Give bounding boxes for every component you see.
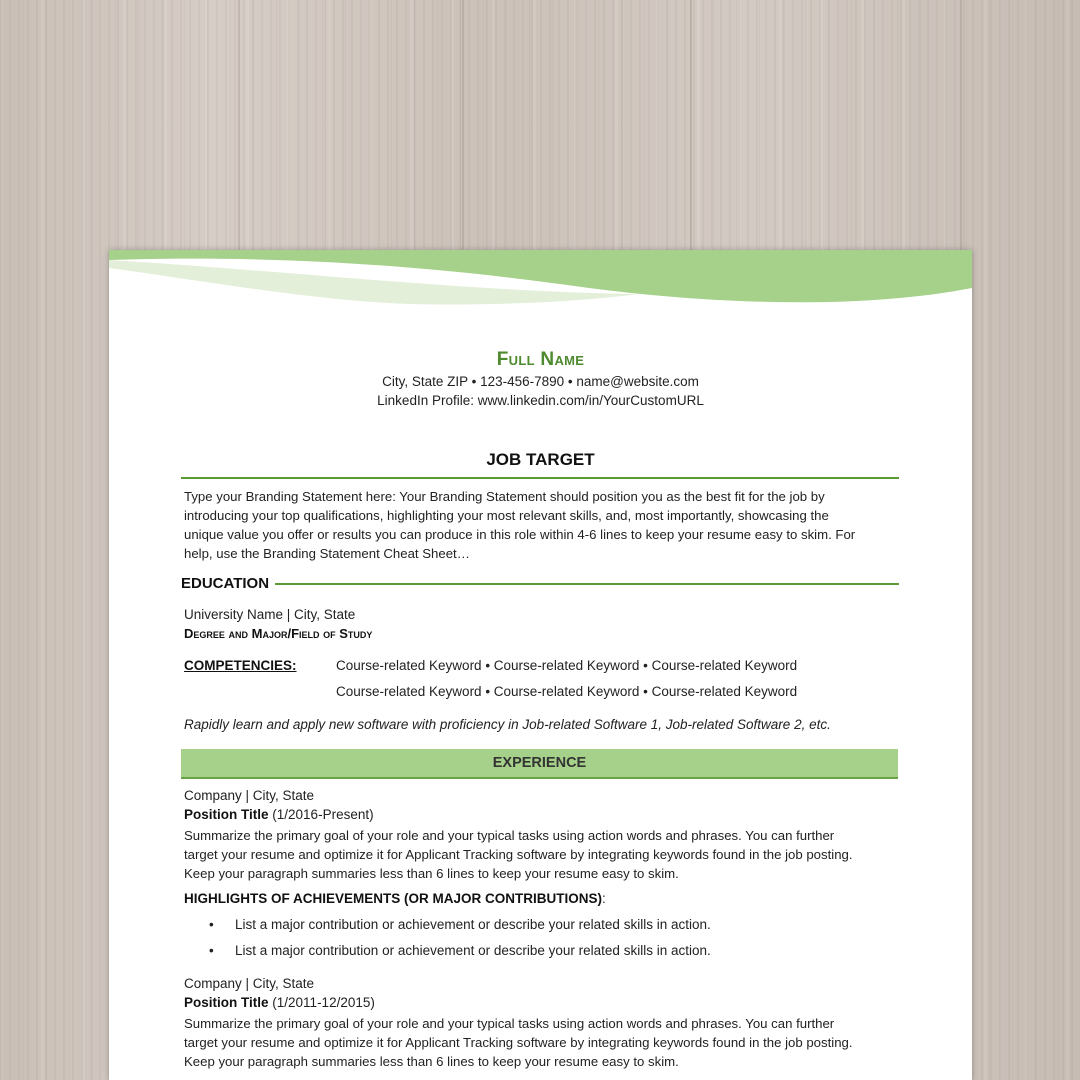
highlights-colon: : — [602, 891, 606, 906]
degree-line: Degree and Major/Field of Study — [184, 626, 373, 641]
branding-line: introducing your top qualifications, highlighting your most relevant skills, and, most importantly, showcasing the — [184, 508, 829, 523]
summary-line: Keep your paragraph summaries less than 6 lines to keep your resume easy to skim. — [184, 1054, 679, 1069]
summary-line: Keep your paragraph summaries less than 6 lines to keep your resume easy to skim. — [184, 866, 679, 881]
achievement-bullet — [209, 917, 711, 932]
bullet-glyph: • — [209, 943, 214, 958]
summary-line: target your resume and optimize it for Applicant Tracking software by integrating keywords found in the job posting. — [184, 847, 853, 862]
competencies-label: COMPETENCIES: — [184, 658, 297, 673]
job-target-heading: JOB TARGET — [486, 450, 595, 469]
software-note: Rapidly learn and apply new software with proficiency in Job-related Software 1, Job-related Software 2, etc. — [184, 717, 831, 732]
section-divider — [181, 583, 899, 585]
contact-line: City, State ZIP • 123-456-7890 • name@website.com — [382, 374, 699, 389]
branding-line: Type your Branding Statement here: Your Branding Statement should position you as the best fit for the job by — [184, 489, 825, 504]
linkedin-line: LinkedIn Profile: www.linkedin.com/in/YourCustomURL — [377, 393, 704, 408]
header-wave-graphic — [109, 250, 972, 310]
position-dates: (1/2016-Present) — [272, 807, 374, 822]
highlights-title: HIGHLIGHTS OF ACHIEVEMENTS (OR MAJOR CONTRIBUTIONS) — [184, 891, 602, 906]
position-dates: (1/2011-12/2015) — [272, 995, 375, 1010]
branding-line: help, use the Branding Statement Cheat Sheet… — [184, 546, 470, 561]
branding-line: unique value you offer or results you can produce in this role within 4-6 lines to keep your resume easy to skim. For — [184, 527, 856, 542]
summary-line: Summarize the primary goal of your role and your typical tasks using action words and phrases. You can further — [184, 1016, 835, 1031]
full-name: Full Name — [496, 349, 585, 370]
competencies-line: Course-related Keyword • Course-related Keyword • Course-related Keyword — [336, 658, 798, 673]
branding-statement — [184, 487, 896, 563]
highlights-heading — [184, 891, 606, 906]
position-line — [184, 807, 374, 822]
job-summary — [184, 826, 896, 883]
company-line: Company | City, State — [184, 788, 315, 803]
summary-line: Summarize the primary goal of your role and your typical tasks using action words and phrases. You can further — [184, 828, 835, 843]
summary-line: target your resume and optimize it for Applicant Tracking software by integrating keywords found in the job posting. — [184, 1035, 853, 1050]
achievement-bullet — [209, 943, 711, 958]
section-divider — [181, 477, 899, 479]
position-title: Position Title — [184, 807, 269, 822]
bullet-text: List a major contribution or achievement or describe your related skills in action. — [235, 917, 711, 932]
job-summary — [184, 1014, 896, 1071]
experience-heading: EXPERIENCE — [181, 749, 898, 779]
school-line: University Name | City, State — [184, 607, 356, 622]
position-title: Position Title — [184, 995, 269, 1010]
bullet-text: List a major contribution or achievement or describe your related skills in action. — [235, 943, 711, 958]
bullet-glyph: • — [209, 917, 214, 932]
company-line: Company | City, State — [184, 976, 315, 991]
competencies-line: Course-related Keyword • Course-related Keyword • Course-related Keyword — [336, 684, 798, 699]
education-heading: EDUCATION — [181, 575, 275, 592]
position-line — [184, 995, 375, 1010]
resume-page — [109, 250, 972, 1080]
